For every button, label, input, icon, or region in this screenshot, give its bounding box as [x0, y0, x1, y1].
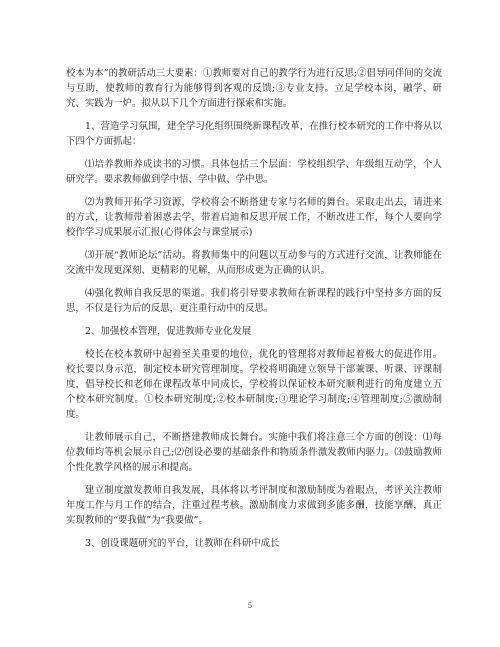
- paragraph-9: 让教师展示自己，不断搭建教师成长舞台。实施中我们将注意三个方面的创设：⑴每位教师均等机会展示自己;⑵创设必要的基础条件和物质条件激发教师内驱力。⑶鼓励教师个性化教学风格的展示和提高。: [66, 432, 442, 473]
- section-heading-2: 2、加强校本管理，促进教师专业化发展: [85, 326, 252, 337]
- section-heading-3: 3、创设课题研究的平台，让教师在科研中成长: [85, 538, 280, 549]
- paragraph-2: 1、营造学习氛围，建全学习化组织围绕新课程改革，在推行校本研究的工作中将从以下四个方面抓起：: [66, 121, 442, 147]
- paragraph-8: 校长在校本教研中起着至关重要的地位，优化的管理将对教师起着极大的促进作用。 校长要以身示范，制定校本研究管理制度。学校将明确建立领导干部兼课、听课、评课制度，倡导校长和老师在课程改革中同成长，学校将以保证校本研究顺利进行的角度建立五个校本研究制度。①校本研究制度;②校本研制度;③理论学习制度;④管理制度;⑤激励制度。: [66, 349, 442, 420]
- paragraph-3: ⑴培养教师养成读书的习惯。具体包括三个层面：学校组织学、年级组互动学，个人研究学。要求教师做到学中悟、学中做、学中思。: [66, 159, 442, 185]
- paragraph-6: ⑷强化教师自我反思的渠道。我们将引导要求教师在新课程的践行中坚持多方面的反思，不仅是行为后的反思，更注重行动中的反思。: [66, 288, 442, 314]
- paragraph-10: 建立制度激发教师自我发展，具体将以考评制度和激励制度为着眼点，考评关注教师年度工作与月工作的结合，注重过程考核。激励制度力求做到多能多酬，技能享酬，真正实现教师的“要我做”为“我要做”。: [66, 485, 442, 526]
- paragraph-1: 校本为本”的教研活动三大要素：①教师要对自己的教学行为进行反思;②倡导同伴间的交流与互助，使教师的教育行为能够得到客观的反馈;③专业支持。立足学校本岗，融学、研究、实践为一炉。拟从以下几个方面进行探索和实施。: [66, 68, 442, 109]
- paragraph-4: ⑵为教师开拓学习资源，学校将会不断搭建专家与名师的舞台。采取走出去，请进来的方式，让教师带着困惑去学，带着启迪和反思开展工作，不断改进工作，每个人要向学校作学习成果展示汇报(心得体会与课堂展示): [66, 197, 442, 238]
- page-number: 5: [247, 602, 253, 610]
- document-body: [66, 66, 442, 559]
- paragraph-5: ⑶开展“教师论坛”活动。将教师集中的问题以互动参与的方式进行交流，让教师能在交流中发现更深刻、更精彩的见解，从而形成更为正确的认识。: [66, 250, 442, 276]
